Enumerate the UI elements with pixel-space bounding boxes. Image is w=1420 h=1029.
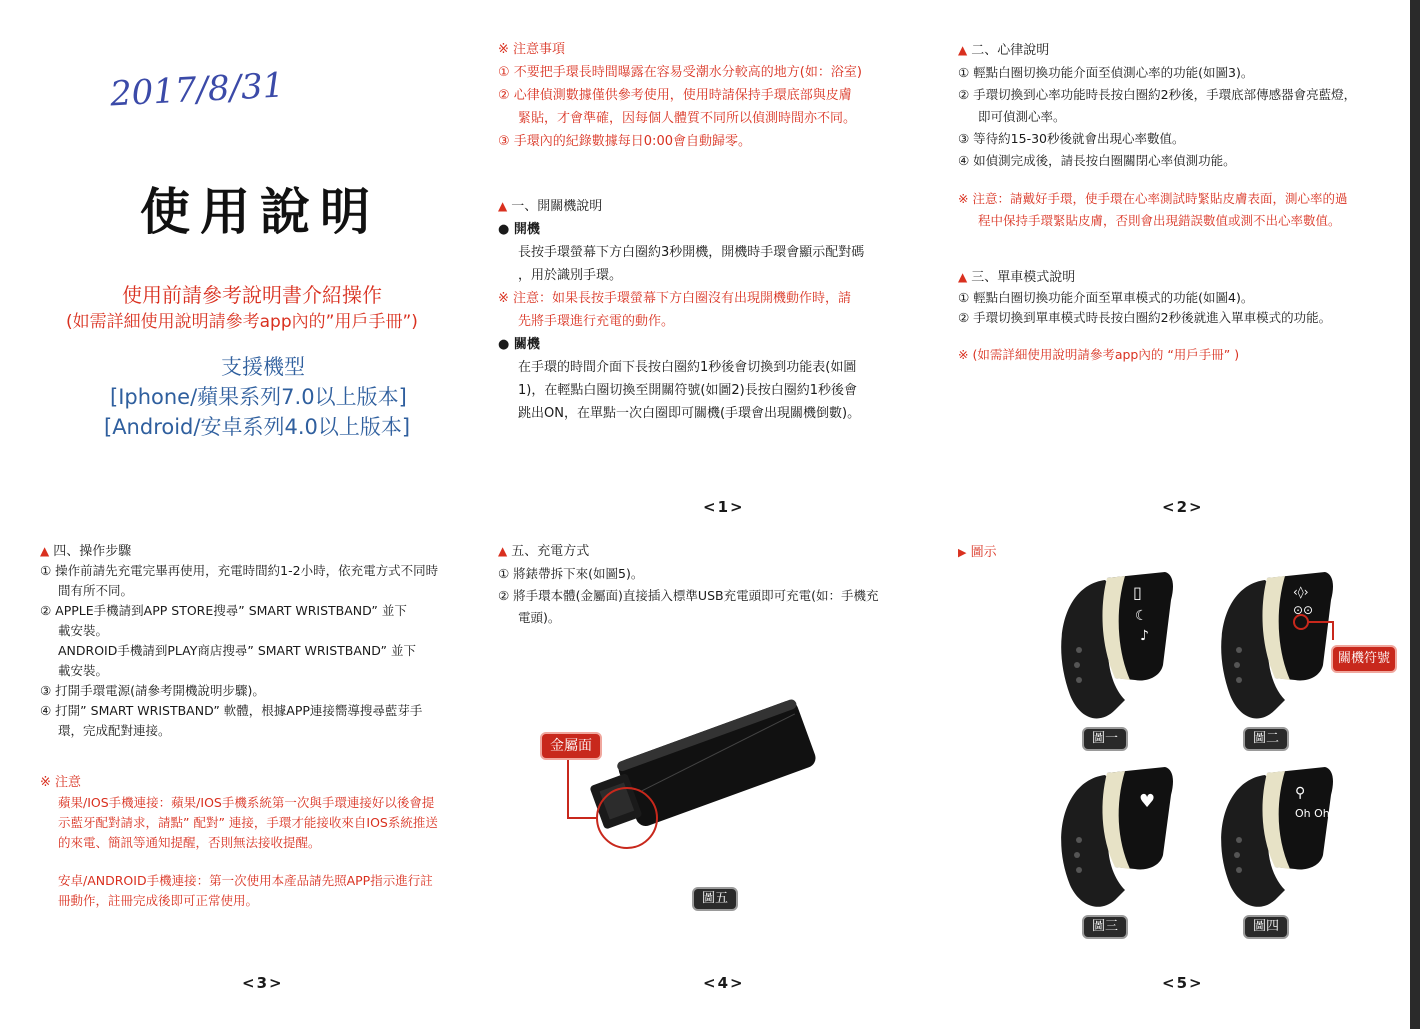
step-line: 載安裝。 [58, 663, 109, 678]
power-off-symbol-label: 關機符號 [1331, 645, 1397, 673]
power-on-text: 長按手環螢幕下方白圈約3秒開機，開機時手環會顯示配對碼 [518, 245, 865, 260]
play-icon: ▶ [958, 546, 967, 559]
step-line: 環，完成配對連接。 [58, 723, 171, 738]
figure-4-label: 圖四 [1243, 915, 1289, 939]
section2-item: 即可偵測心率。 [978, 109, 1066, 124]
band-figure-4 [1205, 755, 1335, 915]
notice-title: ※ 注意事項 [498, 42, 566, 57]
figure-2-label: 圖二 [1243, 727, 1289, 751]
section2 [958, 40, 1403, 231]
band-figure-1 [1045, 560, 1175, 730]
scan-edge [1410, 0, 1420, 1029]
svg-text:▯: ▯ [1133, 583, 1142, 602]
callout-line [568, 752, 597, 818]
band-figure-3 [1045, 755, 1175, 915]
android-note: 安卓/ANDROID手機連接：第一次使用本產品請先照APP指示進行註 [58, 873, 433, 888]
page3-notes [40, 773, 485, 911]
triangle-icon: ▲ [40, 544, 50, 558]
section2-item: ④ 如偵測完成後，請長按白圈關閉心率偵測功能。 [958, 153, 1236, 168]
cover-subtitle: 使用前請參考說明書介紹操作 [122, 283, 382, 307]
ios-note: 的來電、簡訊等通知提醒，否則無法接收提醒。 [58, 835, 321, 850]
notice-item: ③ 手環內的紀錄數據每日0:00會自動歸零。 [498, 134, 751, 149]
step-line: 載安裝。 [58, 623, 109, 638]
notice-item: ② 心律偵測數據僅供參考使用，使用時請保持手環底部與皮膚 [498, 88, 852, 103]
section5 [498, 541, 948, 628]
svg-text:⊙⊙: ⊙⊙ [1293, 603, 1314, 617]
ios-note: 示藍牙配對請求，請點” 配對” 連接，手環才能接收來自IOS系統推送 [58, 815, 438, 830]
ios-note: 蘋果/IOS手機連接：蘋果/IOS手機系統第一次與手環連接好以後會提 [58, 795, 435, 810]
bullet-icon: ● [498, 337, 510, 352]
section1-title: ▲ 一、開關機說明 [498, 199, 603, 214]
notice-item: ① 不要把手環長時間曝露在容易受潮水分較高的地方(如：浴室) [498, 65, 862, 80]
step-line: ③ 打開手環電源(請參考開機說明步驟)。 [40, 683, 265, 698]
svg-text:‹◊›: ‹◊› [1293, 585, 1309, 599]
step-line: ② APPLE手機請到APP STORE搜尋” SMART WRISTBAND” 並下 [40, 603, 407, 618]
power-off-text: 在手環的時間介面下長按白圈約1秒後會切換到功能表(如圖 [518, 360, 857, 375]
section2-item: ③ 等待約15-30秒後就會出現心率數值。 [958, 131, 1185, 146]
power-off-text: 跳出ON，在單點一次白圈即可關機(手環會出現關機倒數)。 [518, 406, 861, 421]
triangle-icon: ▲ [498, 544, 508, 558]
section3-item: ① 輕點白圈切換功能介面至單車模式的功能(如圖4)。 [958, 290, 1254, 305]
figure-1-label: 圖一 [1082, 727, 1128, 751]
page-number: <2> [1162, 498, 1204, 516]
triangle-icon: ▲ [958, 270, 968, 284]
notice-item: 緊貼，才會準確，因每個人體質不同所以偵測時間亦不同。 [518, 111, 857, 126]
heart-icon: ♥ [1139, 791, 1156, 812]
svg-text:♪: ♪ [1140, 628, 1149, 644]
handwritten-date: 2017/8/31 [109, 65, 286, 115]
triangle-icon: ▲ [958, 43, 968, 57]
section4-title: ▲ 四、操作步驟 [40, 544, 132, 559]
section3-title: ▲ 三、單車模式說明 [958, 270, 1076, 285]
step-line: ④ 打開” SMART WRISTBAND” 軟體，根據APP連接嚮導搜尋藍芽手 [40, 703, 423, 718]
figure-3-label: 圖三 [1082, 915, 1128, 939]
section2-title: ▲ 二、心律說明 [958, 43, 1050, 58]
page-number: <1> [703, 498, 745, 516]
figure-label: 圖五 [692, 887, 738, 911]
svg-text:☾: ☾ [1135, 608, 1148, 624]
svg-text:Oh Oh: Oh Oh [1295, 807, 1330, 820]
power-on-note: 先將手環進行充電的動作。 [518, 314, 675, 329]
power-on-note: ※ 注意：如果長按手環螢幕下方白圈沒有出現開機動作時，請 [498, 291, 852, 306]
support-title: 支援機型 [221, 355, 305, 379]
section2-note: 程中保持手環緊貼皮膚，否則會出現錯誤數值或測不出心率數值。 [978, 213, 1341, 228]
charge-item: ① 將錶帶拆下來(如圖5)。 [498, 566, 644, 581]
charge-item: ② 將手環本體(金屬面)直接插入標準USB充電頭即可充電(如：手機充 [498, 588, 879, 603]
power-on-title: ● 開機 [498, 222, 540, 237]
step-line: 間有所不同。 [58, 583, 134, 598]
power-on-text: ，用於識別手環。 [518, 268, 623, 283]
power-off-text: 1)，在輕點白圈切換至開關符號(如圖2)長按白圈約1秒後會 [518, 383, 858, 398]
tracker-module-illustration [530, 690, 840, 860]
section3-note: ※ (如需詳細使用說明請參考app內的 “用戶手冊” ) [958, 347, 1240, 362]
band-figure-2 [1205, 560, 1335, 730]
charge-item: 電頭)。 [518, 610, 561, 625]
step-line: ANDROID手機請到PLAY商店搜尋” SMART WRISTBAND” 並下 [58, 643, 416, 658]
triangle-icon: ▲ [498, 199, 508, 213]
android-note: 冊動作，註冊完成後即可正常使用。 [58, 893, 259, 908]
section4 [40, 541, 485, 741]
bullet-icon: ● [498, 222, 510, 237]
cover-subtitle-note: (如需詳細使用說明請參考app內的”用戶手冊”) [66, 312, 418, 332]
page-number: <4> [703, 974, 745, 992]
section1 [498, 196, 948, 424]
section5-title: ▲ 五、充電方式 [498, 544, 590, 559]
cover-title: 使用說明 [140, 183, 380, 241]
page1 [498, 40, 948, 152]
section3-item: ② 手環切換到單車模式時長按白圈約2秒後就進入單車模式的功能。 [958, 310, 1332, 325]
section2-item: ② 手環切換到心率功能時長按白圈約2秒後，手環底部傳感器會亮藍燈， [958, 87, 1357, 102]
support-android: [Android/安卓系列4.0以上版本] [104, 415, 411, 439]
metal-surface-label: 金屬面 [540, 732, 602, 760]
legend-title: ▶ 圖示 [958, 545, 997, 560]
note-title: ※ 注意 [40, 775, 82, 790]
section2-note: ※ 注意：請戴好手環，使手環在心率測試時緊貼皮膚表面，測心率的過 [958, 191, 1348, 206]
page-number: <5> [1162, 974, 1204, 992]
page-number: <3> [242, 974, 284, 992]
support-iphone: [Iphone/蘋果系列7.0以上版本] [110, 385, 407, 409]
tracker-body [585, 698, 818, 840]
section3 [958, 267, 1403, 365]
power-off-title: ● 關機 [498, 337, 540, 352]
section2-item: ① 輕點白圈切換功能介面至偵測心率的功能(如圖3)。 [958, 65, 1254, 80]
bicycle-icon: ⚲ [1295, 785, 1306, 801]
step-line: ① 操作前請先充電完畢再使用，充電時間約1-2小時，依充電方式不同時 [40, 563, 439, 578]
